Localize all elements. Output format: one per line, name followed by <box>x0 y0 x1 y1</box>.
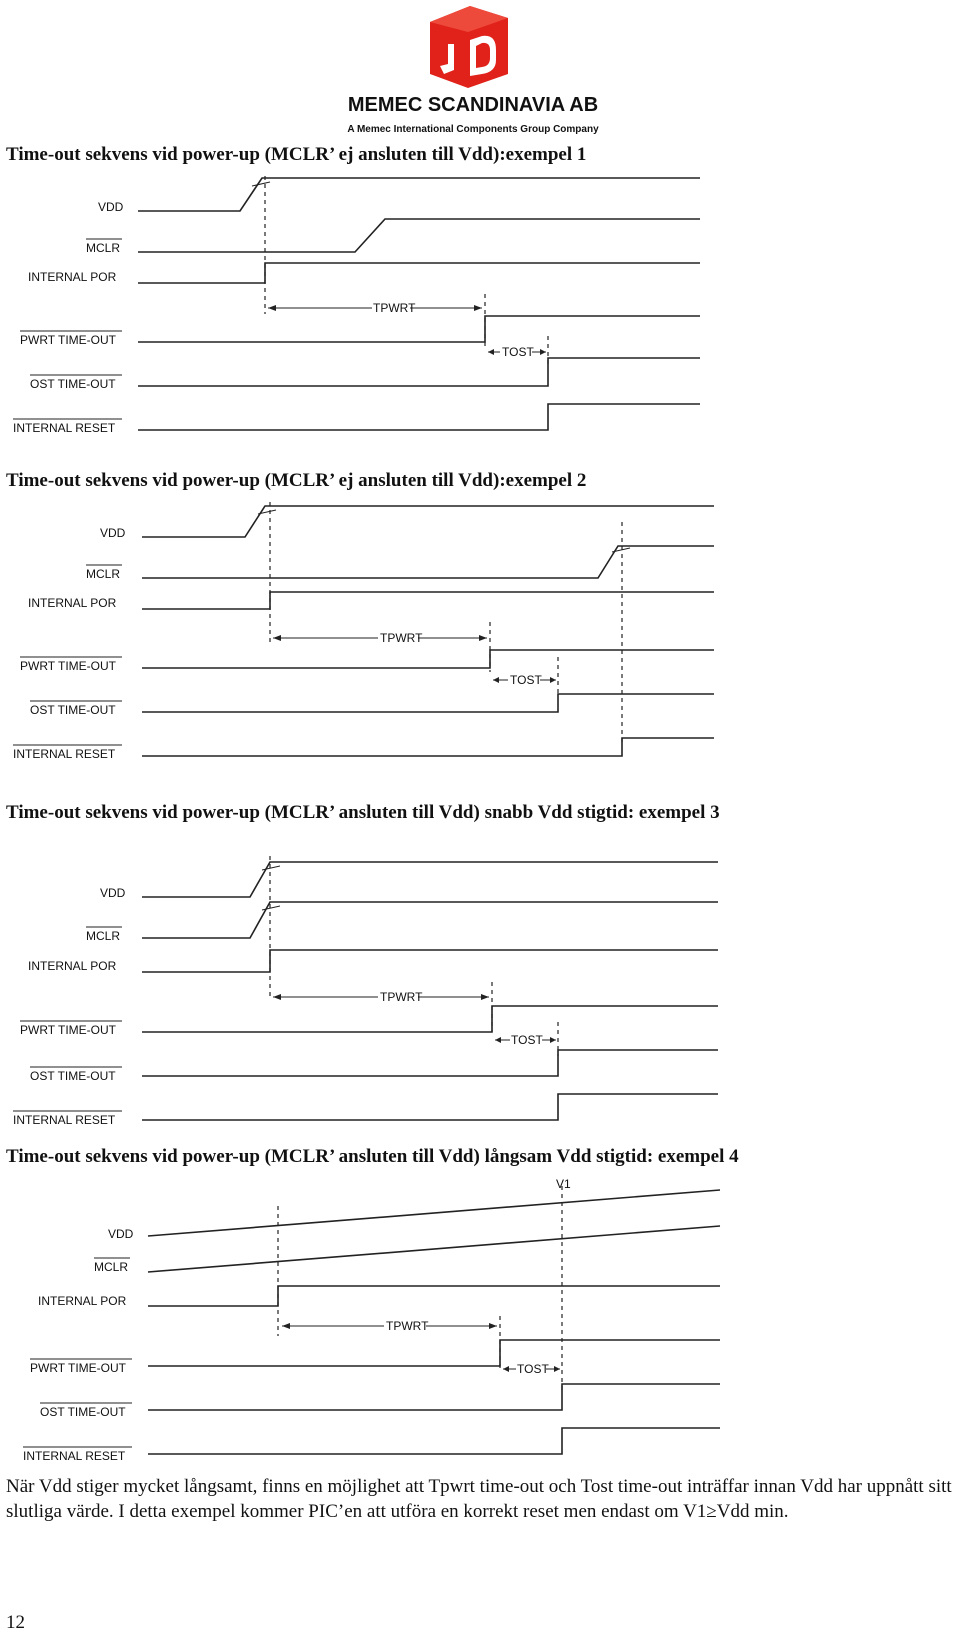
signal-label: INTERNAL POR <box>28 270 117 284</box>
signal-label: MCLR <box>94 1260 129 1274</box>
timing-diagram-1 <box>0 166 960 446</box>
timing-diagram-4 <box>0 1176 960 1466</box>
company-tagline: A Memec International Components Group Company <box>347 124 599 135</box>
signal-label: OST TIME-OUT <box>30 1069 116 1083</box>
signal-label: MCLR <box>86 929 121 943</box>
example-3-title: Time-out sekvens vid power-up (MCLR’ ansluten till Vdd) snabb Vdd stigtid: exempel 3 <box>6 802 720 823</box>
tpwrt-label: TPWRT <box>380 631 423 645</box>
signal-label: INTERNAL RESET <box>23 1449 126 1463</box>
tost-label: TOST <box>517 1362 549 1376</box>
tpwrt-label: TPWRT <box>373 301 416 315</box>
signal-label: PWRT TIME-OUT <box>30 1361 126 1375</box>
v1-label: V1 <box>556 1177 571 1191</box>
example-1-title: Time-out sekvens vid power-up (MCLR’ ej ansluten till Vdd):exempel 1 <box>6 144 587 165</box>
company-name: MEMEC SCANDINAVIA AB <box>347 94 599 116</box>
timing-diagram-2 <box>0 492 960 772</box>
tost-label: TOST <box>502 345 534 359</box>
signal-label: INTERNAL RESET <box>13 421 116 435</box>
tost-label: TOST <box>510 673 542 687</box>
signal-label: OST TIME-OUT <box>30 377 116 391</box>
signal-label: VDD <box>100 526 126 540</box>
signal-label: VDD <box>98 200 124 214</box>
signal-label: PWRT TIME-OUT <box>20 333 116 347</box>
signal-label: PWRT TIME-OUT <box>20 1023 116 1037</box>
signal-label: INTERNAL POR <box>38 1294 127 1308</box>
example-4-title: Time-out sekvens vid power-up (MCLR’ ansluten till Vdd) långsam Vdd stigtid: exempel 4 <box>6 1146 739 1167</box>
tpwrt-label: TPWRT <box>380 990 423 1004</box>
signal-label: OST TIME-OUT <box>40 1405 126 1419</box>
signal-label: INTERNAL RESET <box>13 747 116 761</box>
signal-label: INTERNAL RESET <box>13 1113 116 1127</box>
memec-logo-icon <box>420 4 516 90</box>
page-number: 12 <box>6 1612 25 1633</box>
signal-label: VDD <box>100 886 126 900</box>
timing-diagram-3 <box>0 852 960 1132</box>
tost-label: TOST <box>511 1033 543 1047</box>
signal-label: OST TIME-OUT <box>30 703 116 717</box>
signal-label: PWRT TIME-OUT <box>20 659 116 673</box>
body-paragraph: När Vdd stiger mycket långsamt, finns en möjlighet att Tpwrt time-out och Tost time-out inträffar innan Vdd har uppnått sitt slutliga värde. I detta exempel kommer PIC’en att utföra en korrekt reset men endast om V1≥Vdd min. <box>6 1476 952 1522</box>
signal-label: VDD <box>108 1227 134 1241</box>
example-2-title: Time-out sekvens vid power-up (MCLR’ ej ansluten till Vdd):exempel 2 <box>6 470 587 491</box>
signal-label: INTERNAL POR <box>28 596 117 610</box>
signal-label: MCLR <box>86 241 121 255</box>
signal-label: INTERNAL POR <box>28 959 117 973</box>
tpwrt-label: TPWRT <box>386 1319 429 1333</box>
signal-label: MCLR <box>86 567 121 581</box>
page-header <box>0 0 960 140</box>
